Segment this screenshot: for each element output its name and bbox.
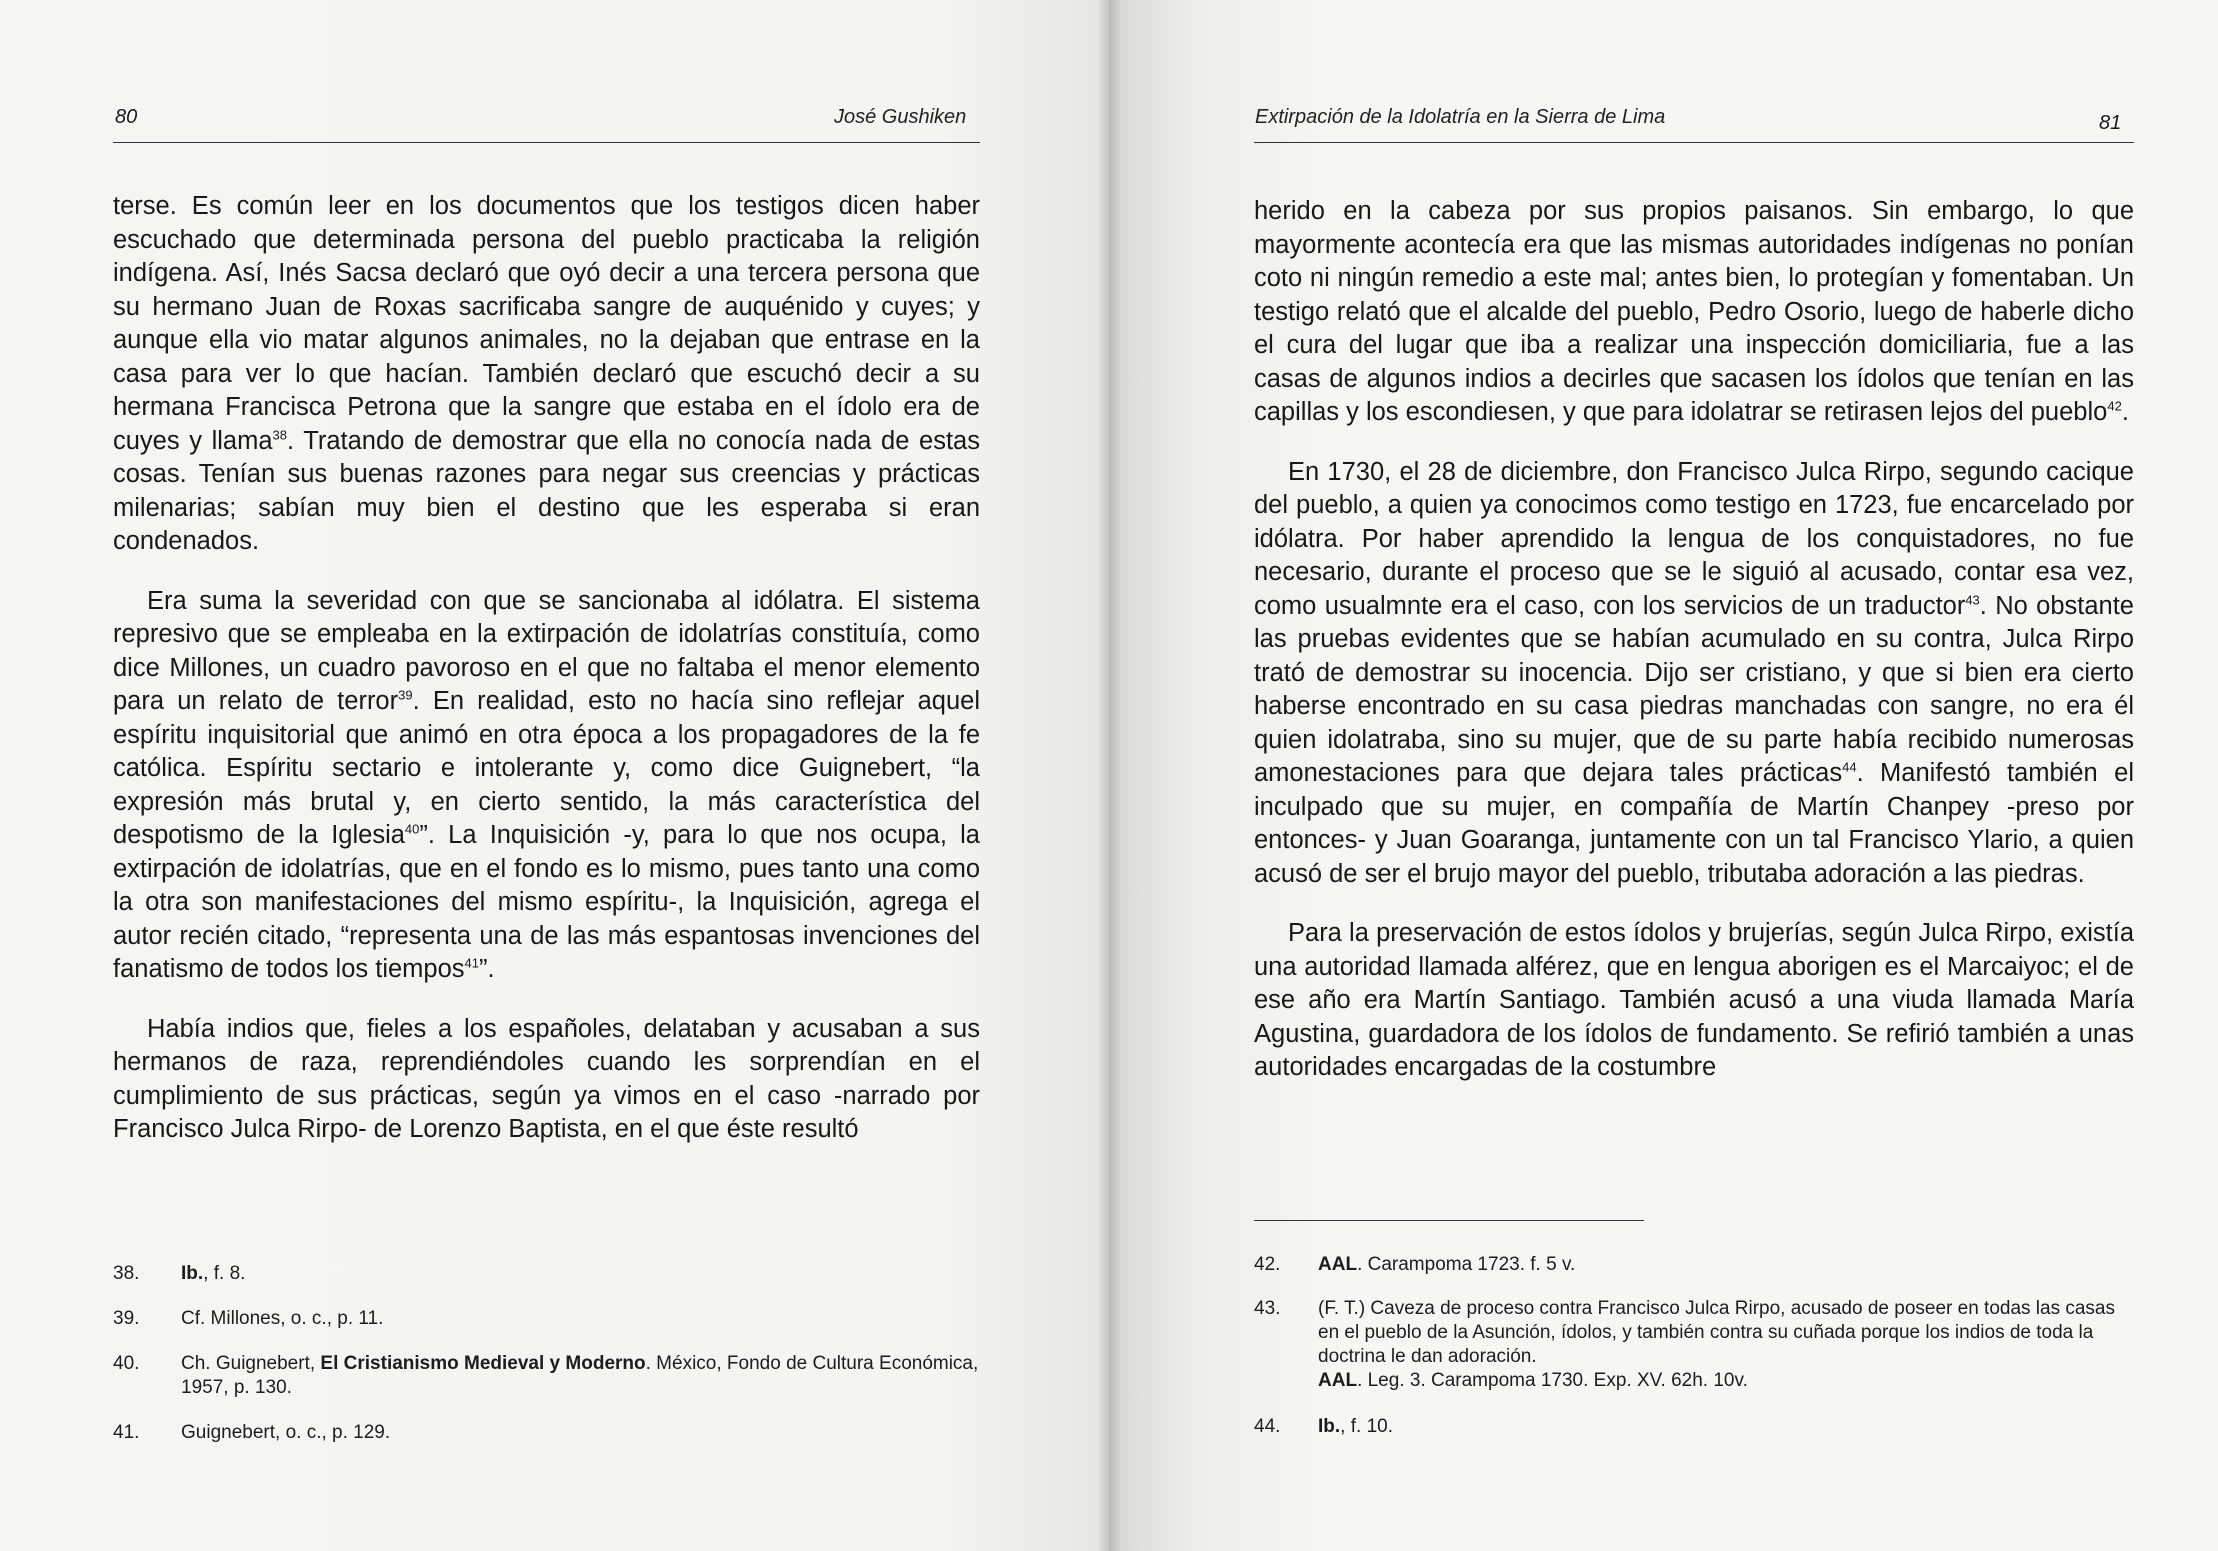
footnote-rule <box>1254 1220 1644 1221</box>
bold-text: AAL <box>1318 1254 1358 1275</box>
footnote-number: 42. <box>1254 1254 1281 1275</box>
footnote-number: 44. <box>1254 1416 1281 1437</box>
text-run: . Leg. 3. Carampoma 1730. Exp. XV. 62h. 10v. <box>1357 1370 1748 1391</box>
footnote-reference: 42 <box>2107 398 2122 414</box>
body-text <box>1254 195 2134 1111</box>
footnote-reference: 41 <box>464 955 479 971</box>
paragraph <box>1254 456 2134 892</box>
footnote-text <box>181 1421 993 1445</box>
footnote-reference: 43 <box>1965 592 1980 607</box>
running-header: Extirpación de la Idolatría en la Sierra de Lima <box>1255 106 1666 128</box>
footnotes <box>1254 1253 2134 1439</box>
footnote-citation <box>1318 1369 2134 1393</box>
text-run: Había indios que, fieles a los españoles, delataban y acusaban a sus hermanos de raza, reprendiéndoles cuando les sorprendían en el cumplimiento de sus prácticas, según ya vimos en el caso -narrado por Francisco Julca Rirpo- de Lorenzo Baptista, en el que éste resultó <box>113 1014 980 1143</box>
footnote-number: 41. <box>113 1422 140 1443</box>
body-text <box>113 190 980 1173</box>
footnote <box>1254 1253 2134 1277</box>
header-rule <box>1254 142 2134 143</box>
paragraph <box>113 585 980 987</box>
footnote-text <box>1318 1415 2134 1439</box>
footnote <box>1254 1297 2134 1393</box>
footnote-reference: 39 <box>398 687 413 703</box>
running-header: José Gushiken <box>834 106 967 128</box>
footnote-number: 38. <box>113 1263 140 1284</box>
text-run: . Carampoma 1723. f. 5 v. <box>1357 1254 1576 1275</box>
footnote-text <box>181 1352 993 1400</box>
text-run: terse. Es común leer en los documentos que los testigos dicen haber escuchado que determinada persona del pueblo practicaba la religión indígena. Así, Inés Sacsa declaró que oyó decir a una tercera persona que su hermano Juan de Roxas sacrificaba sangre de auquénido y cuyes; y aunque ella vio matar algunos animales, no la dejaban que entrase en la casa para ver lo que hacían. También declaró que escuchó decir a su hermana Francisca Petrona que la sangre que estaba en el ídolo era de cuyes y llama <box>113 192 980 455</box>
page-number: 81 <box>2099 112 2122 134</box>
text-run: , f. 8. <box>203 1263 246 1284</box>
bold-text: El Cristianismo Medieval y Moderno <box>320 1353 646 1374</box>
text-run: ”. La Inquisición -y, para lo que nos ocupa, la extirpación de idolatrías, que en el fondo es lo mismo, pues tanto una como la otra son manifestaciones del mismo espíritu-, la Inquisición, agrega el autor recién citado, “representa una de las más espantosas invenciones del fanatismo de todos los tiempos <box>113 821 980 983</box>
text-run: herido en la cabeza por sus propios paisanos. Sin embargo, lo que mayormente acontecía era que las mismas autoridades indígenas no ponían coto ni ningún remedio a este mal; antes bien, lo protegían y fomentaban. Un testigo relató que el alcalde del pueblo, Pedro Osorio, luego de haberle dicho el cura del lugar que iba a realizar una inspección domiciliaria, fue a las casas de algunos indios a decirles que sacasen los ídolos que tenían en las capillas y los escondiesen, y que para idolatrar se retirasen lejos del pueblo <box>1254 197 2134 426</box>
footnote-text <box>1318 1253 2134 1277</box>
footnote-number: 40. <box>113 1353 140 1374</box>
footnote <box>113 1421 993 1445</box>
text-run: . En realidad, esto no hacía sino reflejar aquel espíritu inquisitorial que animó en otra época a los propagadores de la fe católica. Espíritu sectario e intolerante y, como dice Guignebert, “la expresión más brutal y, en cierto sentido, la más característica del despotismo de la Iglesia <box>113 687 980 849</box>
footnote-reference: 44 <box>1842 759 1857 775</box>
page-number: 80 <box>115 106 138 128</box>
paragraph <box>1254 195 2134 430</box>
footnote <box>113 1352 993 1400</box>
text-run: , f. 10. <box>1340 1416 1393 1437</box>
text-run: Ch. Guignebert, <box>181 1353 321 1374</box>
footnote-text <box>181 1262 993 1286</box>
text-run: . <box>2121 398 2129 426</box>
footnote-text <box>1318 1297 2134 1393</box>
footnote-text <box>181 1307 993 1331</box>
text-run: . México, Fondo de Cultura Económica, 1957, p. 130. <box>181 1353 979 1398</box>
header-rule <box>113 142 980 143</box>
paragraph <box>113 1013 980 1147</box>
footnote <box>1254 1415 2134 1439</box>
footnote-number: 43. <box>1254 1298 1281 1319</box>
footnote <box>113 1262 993 1286</box>
footnotes <box>113 1262 993 1445</box>
text-run: (F. T.) Caveza de proceso contra Francisco Julca Rirpo, acusado de poseer en todas las casas en el pueblo de la Asunción, ídolos, y también contra su cuñada porque los indios de toda la doctrina le dan adoración. <box>1318 1298 2115 1367</box>
text-run: Cf. Millones, o. c., p. 11. <box>181 1308 384 1329</box>
text-run: Para la preservación de estos ídolos y brujerías, según Julca Rirpo, existía una autoridad llamada alférez, que en lengua aborigen es el Marcaiyoc; el de ese año era Martín Santiago. También acusó a una viuda llamada María Agustina, guardadora de los ídolos de fundamento. Se refirió también a unas autoridades encargadas de la costumbre <box>1254 919 2134 1081</box>
text-run: Guignebert, o. c., p. 129. <box>181 1422 391 1443</box>
text-run: ”. <box>479 955 495 983</box>
footnote-reference: 40 <box>404 821 420 837</box>
footnote-number: 39. <box>113 1308 140 1329</box>
text-run: En 1730, el 28 de diciembre, don Francisco Julca Rirpo, segundo cacique del pueblo, a quien ya conocimos como testigo en 1723, fue encarcelado por idólatra. Por haber aprendido la lengua de los conquistadores, no fue necesario, durante el proceso que se le siguió al acusado, contar esa vez, como usualmnte era el caso, con los servicios de un traductor <box>1254 457 2134 620</box>
text-run: . Tratando de demostrar que ella no conocía nada de estas cosas. Tenían sus buenas razones para negar sus creencias y prácticas milenarias; sabían muy bien el destino que les esperaba si eran condenados. <box>113 426 980 555</box>
text-run: Era suma la severidad con que se sancionaba al idólatra. El sistema represivo que se empleaba en la extirpación de idolatrías constituía, como dice Millones, un cuadro pavoroso en el que no faltaba el menor elemento para un relato de terror <box>113 586 980 715</box>
text-run: . No obstante las pruebas evidentes que se habían acumulado en su contra, Julca Rirpo trató de demostrar su inocencia. Dijo ser cristiano, y que si bien era cierto haberse encontrado en su casa piedras manchadas con sangre, no era él quien idolatraba, sino su mujer, que de su parte había recibido numerosas amonestaciones para que dejara tales prácticas <box>1254 591 2134 787</box>
book-gutter <box>1098 0 1120 1551</box>
footnote <box>113 1307 993 1331</box>
bold-text: Ib. <box>1318 1416 1341 1437</box>
right-page <box>1109 0 2218 1551</box>
bold-text: AAL <box>1318 1370 1358 1391</box>
footnote-reference: 38 <box>272 427 287 442</box>
bold-text: Ib. <box>181 1263 204 1284</box>
paragraph <box>113 190 980 559</box>
text-run: . Manifestó también el inculpado que su mujer, en compañía de Martín Chanpey -preso por entonces- y Juan Goaranga, juntamente con un tal Francisco Ylario, a quien acusó de ser el brujo mayor del pueblo, tributaba adoración a las piedras. <box>1254 759 2134 888</box>
paragraph <box>1254 917 2134 1085</box>
